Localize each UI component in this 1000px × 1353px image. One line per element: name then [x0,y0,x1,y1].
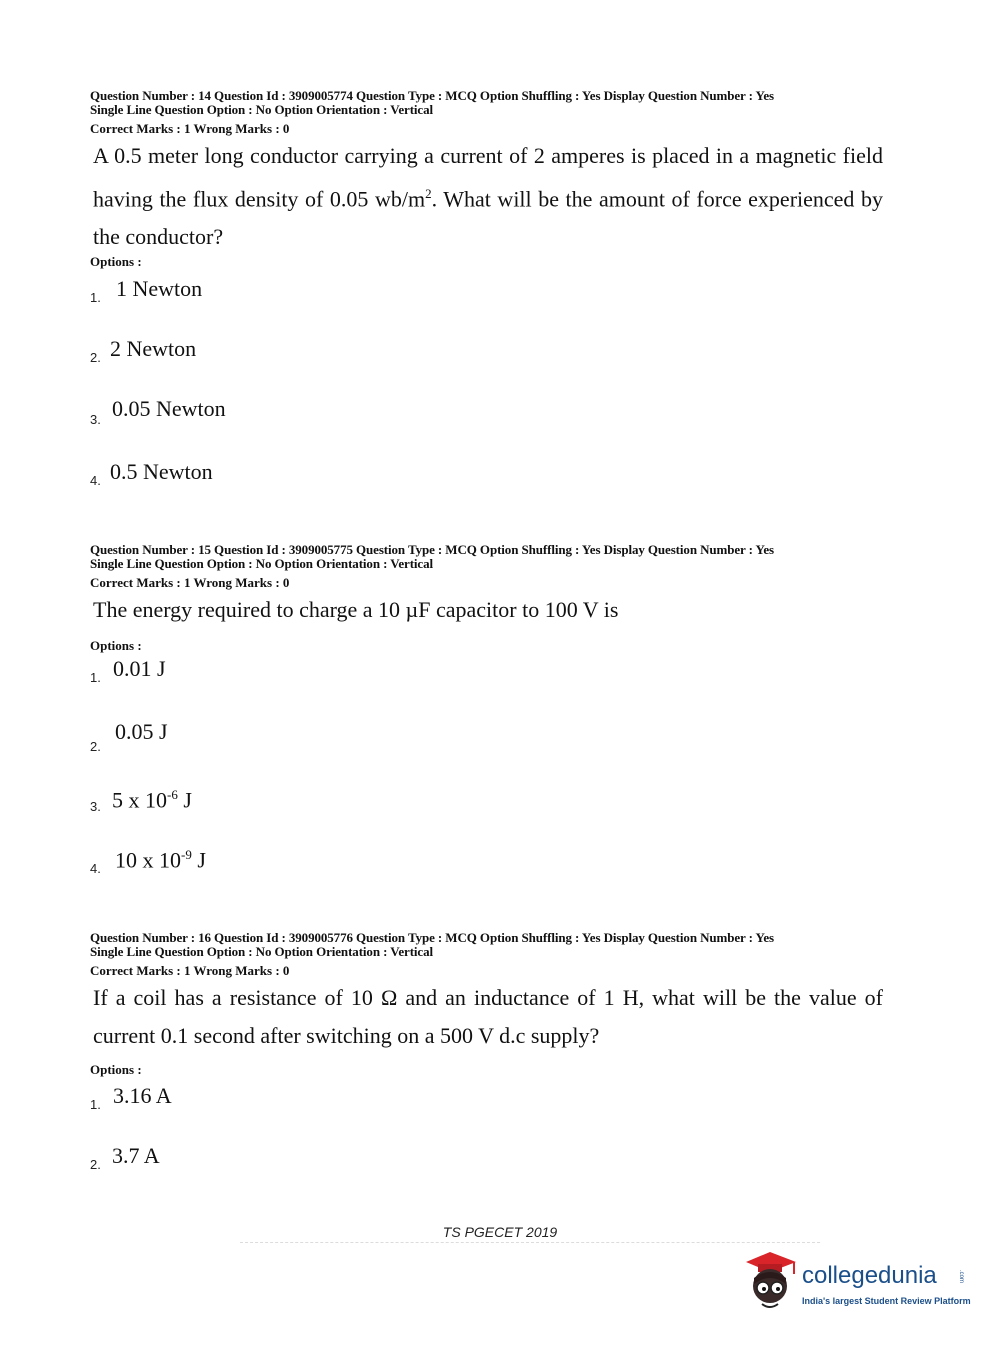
collegedunia-logo[interactable] [740,1248,980,1318]
options-label: Options : [90,254,142,269]
logo-suffix: .com [958,1270,964,1284]
option-number: 2. [90,739,101,754]
question-marks: Correct Marks : 1 Wrong Marks : 0 [90,963,290,978]
option-text: 0.05 J [115,719,168,744]
question-text: If a coil has a resistance of 10 Ω and an inductance of 1 H, what will be the value of current 0.1 second after switching on a 500 V d.c supply? [93,985,883,1048]
option-number: 4. [90,861,101,876]
option-text: 0.01 J [113,656,166,681]
option-text: 3.16 A [113,1083,172,1108]
question-marks: Correct Marks : 1 Wrong Marks : 0 [90,121,290,136]
question-meta-2: Single Line Question Option : No Option Orientation : Vertical [90,556,434,571]
question-meta-2: Single Line Question Option : No Option Orientation : Vertical [90,944,434,959]
question-meta: Question Number : 14 Question Id : 3909005774 Question Type : MCQ Option Shuffling : Yes Display Question Number : Yes [90,88,775,103]
question-16 [90,931,890,1055]
logo-tagline: India's largest Student Review Platform [802,1296,971,1306]
option-number: 1. [90,1097,101,1112]
question-15 [90,543,890,629]
option-text: 10 x $10^{-9}$ J [115,847,206,873]
question-14 [90,89,890,256]
option-number: 2. [90,350,101,365]
option-text: 2 Newton [110,336,197,361]
option-text: 1 Newton [116,276,203,301]
option-text: 5 x $10^{-6}$ J [112,787,192,813]
option-text: 3.7 A [112,1143,160,1168]
question-text: A 0.5 meter long conductor carrying a current of 2 amperes is placed in a magnetic field having the flux density of 0.05 $wb/m^2$. What will be the amount of force experienced by the conductor? [93,143,883,250]
footer-divider [240,1242,820,1245]
mascot-icon [740,1248,800,1318]
question-meta-2: Single Line Question Option : No Option Orientation : Vertical [90,102,434,117]
question-meta: Question Number : 16 Question Id : 3909005776 Question Type : MCQ Option Shuffling : Yes Display Question Number : Yes [90,930,775,945]
option-number: 2. [90,1157,101,1172]
option-number: 1. [90,290,101,305]
options-label: Options : [90,1062,142,1077]
option-number: 4. [90,473,101,488]
option-number: 3. [90,799,101,814]
logo-wordmark: collegedunia [802,1262,937,1289]
question-text: The energy required to charge a 10 µF capacitor to 100 V is [93,597,619,622]
question-marks: Correct Marks : 1 Wrong Marks : 0 [90,575,290,590]
option-number: 1. [90,670,101,685]
option-text: 0.05 Newton [112,396,226,421]
question-meta: Question Number : 15 Question Id : 3909005775 Question Type : MCQ Option Shuffling : Yes Display Question Number : Yes [90,542,775,557]
options-label: Options : [90,638,142,653]
footer-title: TS PGECET 2019 [442,1224,558,1240]
option-text: 0.5 Newton [110,459,213,484]
option-number: 3. [90,412,101,427]
